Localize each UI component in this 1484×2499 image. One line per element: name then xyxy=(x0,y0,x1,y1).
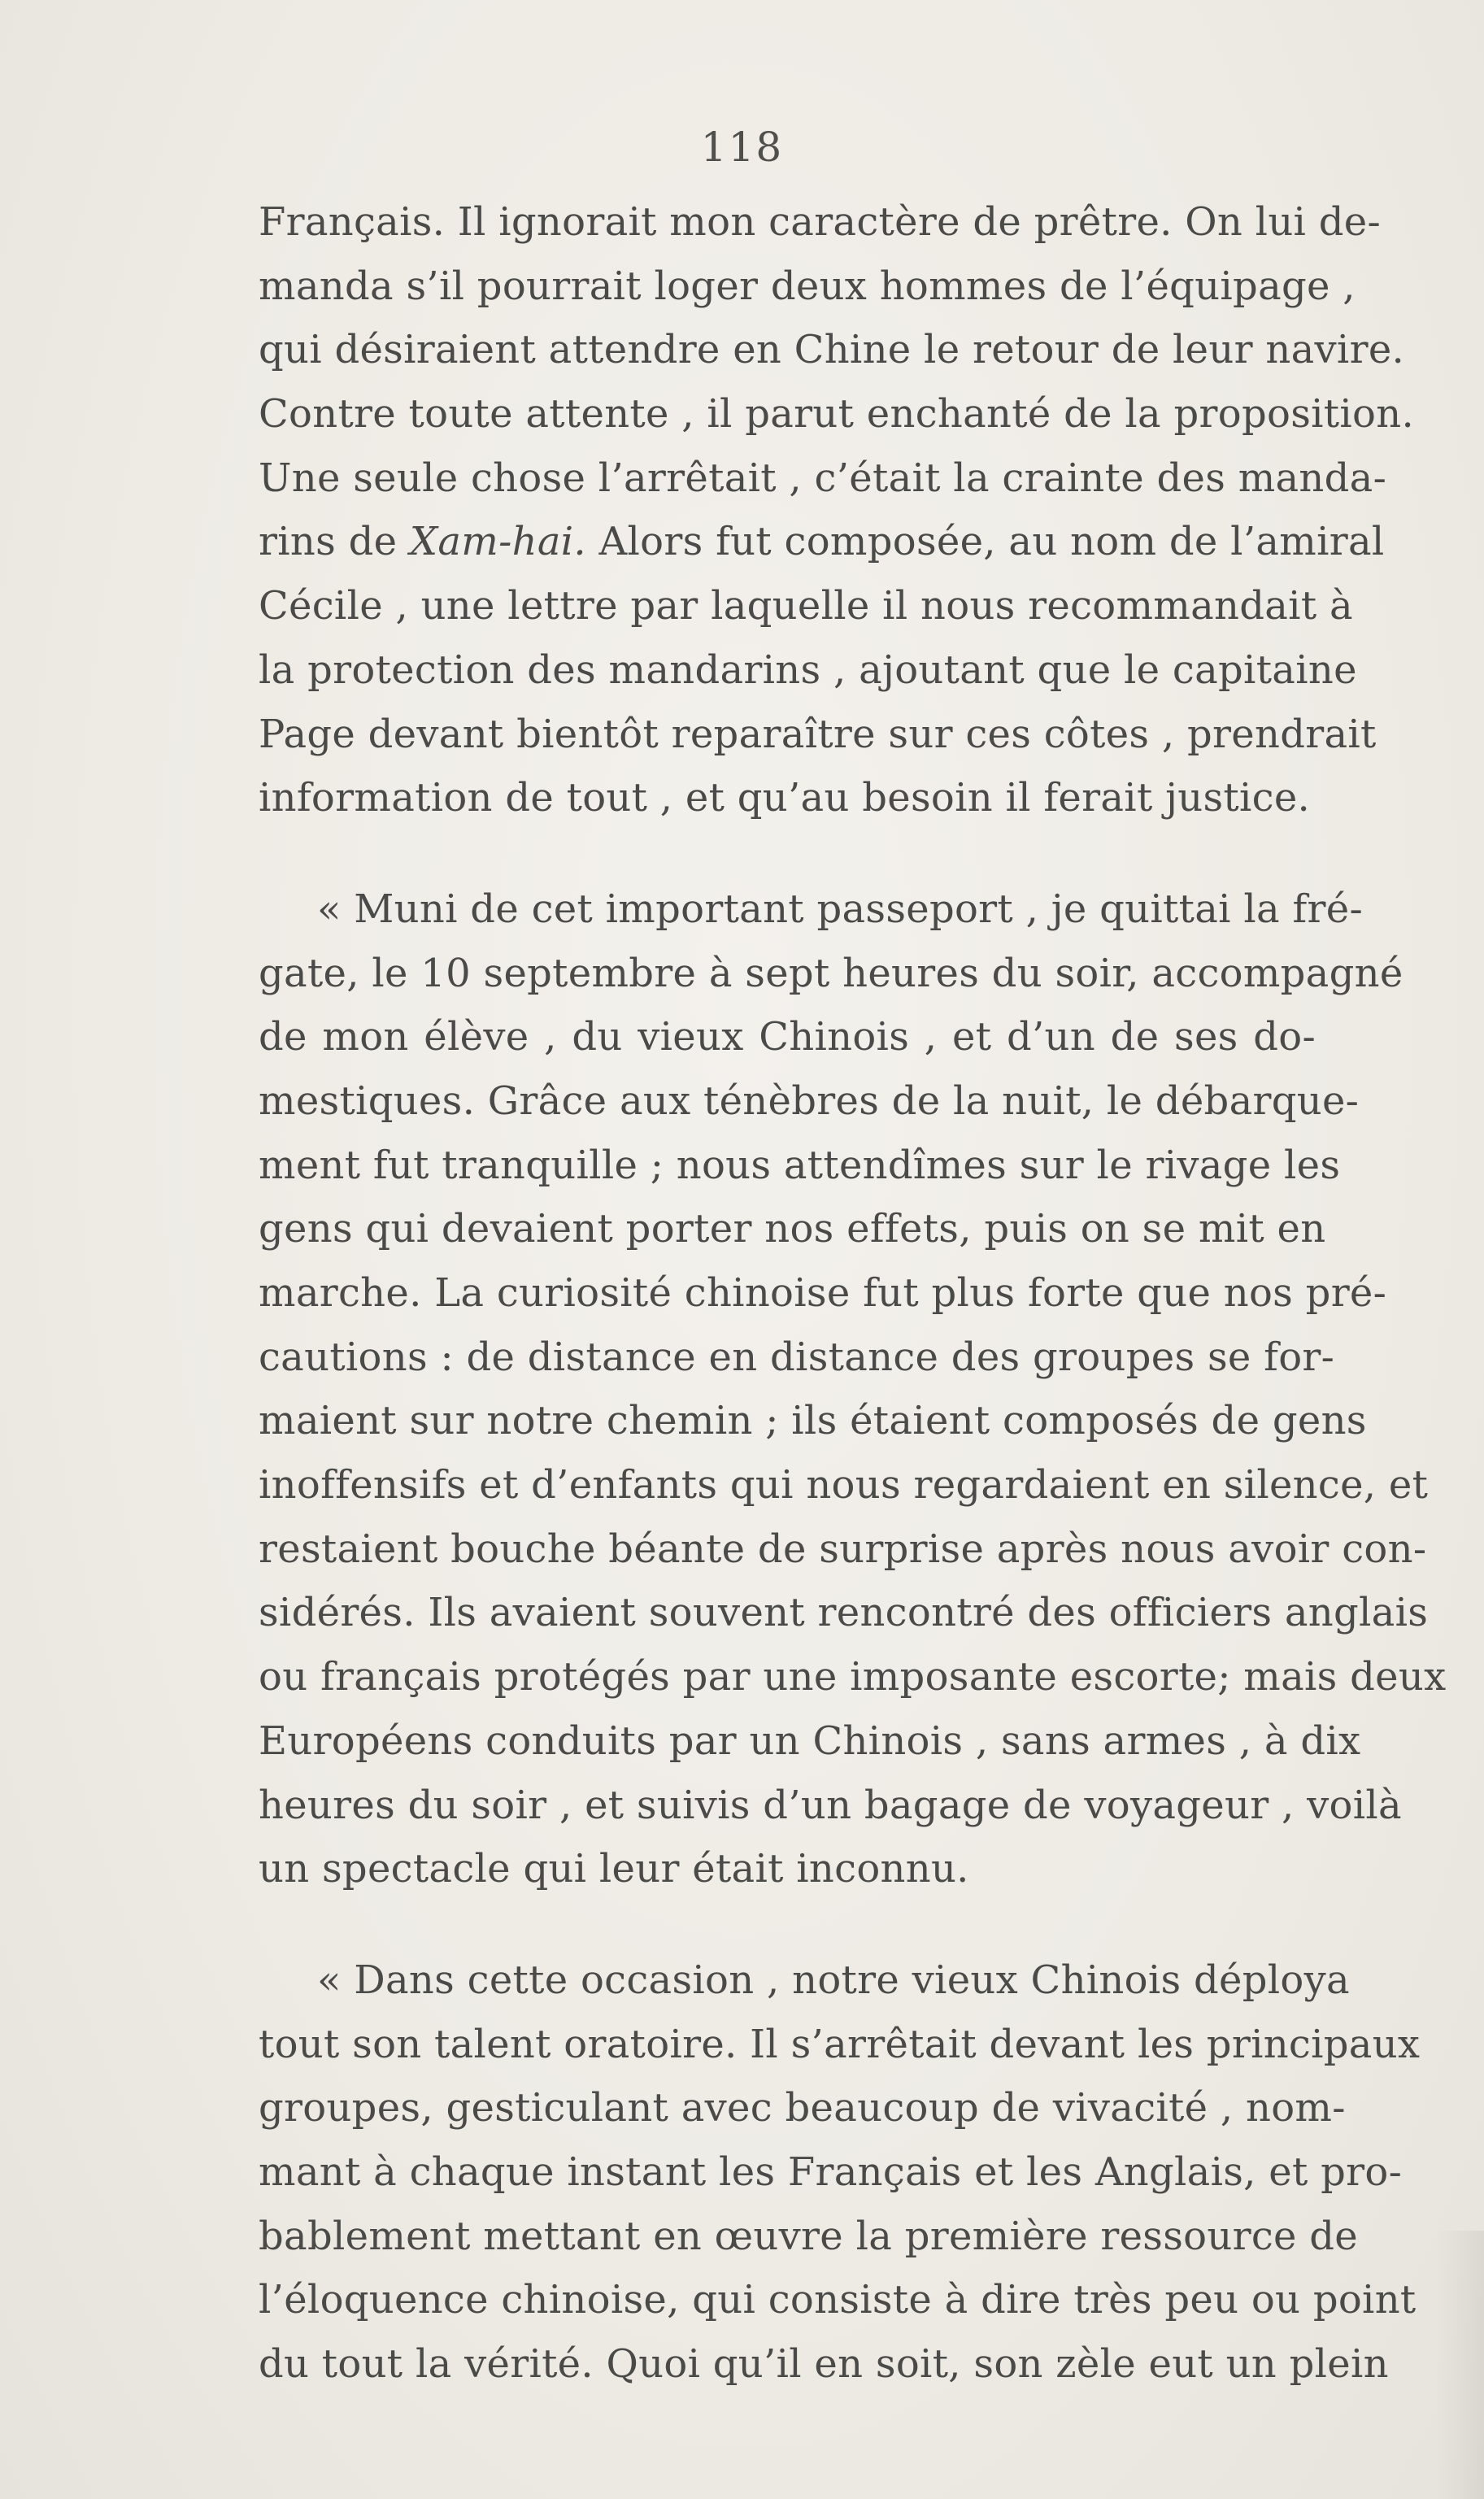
text-line: la protection des mandarins , ajoutant que le capitaine xyxy=(259,647,1357,693)
text-line: mestiques. Grâce aux ténèbres de la nuit, le débarque- xyxy=(259,1078,1360,1124)
paragraph-1 xyxy=(259,190,1414,830)
paragraph-gap xyxy=(259,830,1316,877)
text-run: Alors fut composée, au nom de l’amiral xyxy=(585,519,1385,565)
text-line: manda s’il pourrait loger deux hommes de l’équipage , xyxy=(259,263,1356,309)
text-line: l’éloquence chinoise, qui consiste à dire très peu ou point xyxy=(259,2277,1417,2323)
text-line: sidérés. Ils avaient souvent rencontré des officiers anglais xyxy=(259,1590,1429,1636)
text-line: marche. La curiosité chinoise fut plus forte que nos pré- xyxy=(259,1270,1387,1316)
text-line: bablement mettant en œuvre la première ressource de xyxy=(259,2213,1359,2259)
text-line: Français. Il ignorait mon caractère de prêtre. On lui de- xyxy=(259,199,1382,245)
text-line: ou français protégés par une imposante escorte; mais deux xyxy=(259,1654,1447,1700)
text-line: Européens conduits par un Chinois , sans armes , à dix xyxy=(259,1718,1361,1764)
paragraph-2 xyxy=(259,877,1447,1901)
text-line: gate, le 10 septembre à sept heures du soir, accompagné xyxy=(259,950,1403,996)
text-line: mant à chaque instant les Français et les Anglais, et pro- xyxy=(259,2149,1403,2195)
page-edge-shadow xyxy=(1435,2231,1484,2499)
text-line: du tout la vérité. Quoi qu’il en soit, son zèle eut un plein xyxy=(259,2341,1389,2387)
text-line: groupes, gesticulant avec beaucoup de vivacité , nom- xyxy=(259,2085,1346,2131)
text-line: restaient bouche béante de surprise après nous avoir con- xyxy=(259,1526,1427,1572)
text-line: ment fut tranquille ; nous attendîmes sur le rivage les xyxy=(259,1142,1341,1188)
text-line: tout son talent oratoire. Il s’arrêtait devant les principaux xyxy=(259,2021,1421,2067)
text-line: inoffensifs et d’enfants qui nous regardaient en silence, et xyxy=(259,1462,1429,1509)
text-line: Contre toute attente , il parut enchanté de la proposition. xyxy=(259,391,1414,438)
body-text xyxy=(259,190,1447,2397)
page-number: 118 xyxy=(700,124,784,171)
text-line: Cécile , une lettre par laquelle il nous recommandait à xyxy=(259,583,1353,629)
text-line: gens qui devaient porter nos effets, puis on se mit en xyxy=(259,1206,1326,1252)
text-line: Une seule chose l’arrêtait , c’était la crainte des manda- xyxy=(259,455,1387,501)
text-line: cautions : de distance en distance des groupes se for- xyxy=(259,1334,1335,1380)
italic-place-name: Xam-hai. xyxy=(409,519,586,565)
text-line: de mon élève , du vieux Chinois , et d’un de ses do- xyxy=(259,1014,1316,1060)
paragraph-3 xyxy=(259,1948,1421,2397)
text-line: information de tout , et qu’au besoin il ferait justice. xyxy=(259,775,1311,821)
text-line: « Dans cette occasion , notre vieux Chinois déploya xyxy=(317,1957,1350,2003)
text-run: rins de xyxy=(259,519,410,565)
paragraph-gap xyxy=(259,1901,1316,1948)
text-line: maient sur notre chemin ; ils étaient composés de gens xyxy=(259,1398,1367,1444)
text-line: heures du soir , et suivis d’un bagage de voyageur , voilà xyxy=(259,1782,1402,1828)
text-line: « Muni de cet important passeport , je quittai la fré- xyxy=(317,886,1363,932)
text-line: qui désiraient attendre en Chine le retour de leur navire. xyxy=(259,327,1405,373)
text-line: Page devant bientôt reparaître sur ces côtes , prendrait xyxy=(259,711,1377,757)
text-line: un spectacle qui leur était inconnu. xyxy=(259,1846,969,1892)
text-line-with-italic xyxy=(259,510,1385,574)
